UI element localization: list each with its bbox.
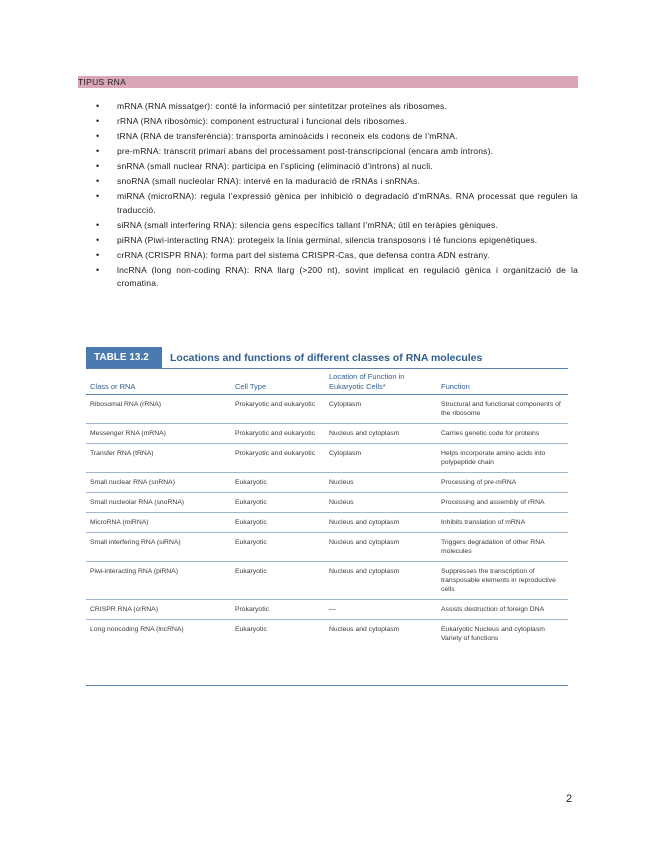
list-item: • piRNA (Piwi-interacting RNA): protegeix la línia germinal, silencia transposons i té funcions epigenètiques. [96,234,578,248]
table-row [86,533,568,562]
table-cell: Cytoplasm [325,395,437,424]
table-row [86,444,568,473]
table-row [86,600,568,620]
table-row [86,513,568,533]
table-cell: Nucleus [325,473,437,493]
list-item: • siRNA (small interfering RNA): silencia gens específics tallant l’mRNA; útil en teràpies gèniques. [96,219,578,233]
table-cell: Nucleus [325,493,437,513]
table-cell: Structural and functional components of the ribosome [437,395,568,424]
page-number: 2 [566,793,573,805]
table-cell: Prokaryotic [231,600,325,620]
list-item: • rRNA (RNA ribosòmic): component estructural i funcional dels ribosomes. [96,115,578,129]
table-cell: Long noncoding RNA (lncRNA) [90,626,184,633]
rna-classes-table [86,347,568,686]
table-cell: Piwi-interacting RNA (piRNA) [86,562,231,600]
table-cell: Nucleus and cytoplasm [325,533,437,562]
table-cell: Suppresses the transcription of transposable elements in reproductive cells [437,562,568,600]
table-cell: Prokaryotic and eukaryotic [231,424,325,444]
table-cell: Small interfering RNA (siRNA) [86,533,231,562]
table-cell: Transfer RNA (tRNA) [86,444,231,473]
table-cell: Small nuclear RNA (snRNA) [86,473,231,493]
table-header-row [86,369,568,395]
table-cell: Eukaryotic [235,626,267,633]
table-cell: Ribosomal RNA (rRNA) [86,395,231,424]
table-cell: Prokaryotic and eukaryotic [231,444,325,473]
table-cell: Small nucleolar RNA (snoRNA) [86,493,231,513]
table-cell: Inhibits translation of mRNA [437,513,568,533]
table-row [86,395,568,424]
list-item: • mRNA (RNA missatger): conté la informació per sintetitzar proteïnes als ribosomes. [96,100,578,114]
list-item: • snoRNA (small nucleolar RNA): intervé en la maduració de rRNAs i snRNAs. [96,175,578,189]
table-cell: Processing and assembly of rRNA [437,493,568,513]
table-cell: Eukaryotic [231,533,325,562]
table-cell: — [325,600,437,620]
table-row [86,424,568,444]
section-title [78,76,578,88]
table-cell: Nucleus and cytoplasm [325,562,437,600]
table-cell: Nucleus and cytoplasm [325,513,437,533]
table-row [86,473,568,493]
rna-types-list [96,100,578,292]
column-header: Location of Function in Eukaryotic Cells* [325,369,437,395]
table-cell: Prokaryotic and eukaryotic [231,395,325,424]
table-cell: Helps incorporate amino acids into polypeptide chain [437,444,568,473]
table-row [86,620,568,649]
table-cell: Nucleus and cytoplasm [329,626,400,633]
table-cell: Eukaryotic [231,562,325,600]
section-title-text: TIPUS RNA [78,77,127,87]
table-cell: Processing of pre-mRNA [437,473,568,493]
column-header: Function [437,369,568,395]
list-item: • tRNA (RNA de transferència): transporta aminoàcids i reconeix els codons de l’mRNA. [96,130,578,144]
table-caption: Locations and functions of different classes of RNA molecules [170,351,483,364]
column-header: Class or RNA [86,369,231,395]
table-label: TABLE 13.2 [86,347,162,368]
table-cell: MicroRNA (miRNA) [86,513,231,533]
table-title-bar [86,347,568,369]
table-cell: Cytoplasm [325,444,437,473]
column-header: Cell Type [231,369,325,395]
table-cell: Eukaryotic Nucleus and cytoplasm Variety of functions [441,626,545,642]
table-cell: Carries genetic code for proteins [437,424,568,444]
list-item: • pre-mRNA: transcrit primari abans del processament post-transcripcional (encara amb introns). [96,145,578,159]
table-cell: Triggers degradation of other RNA molecules [437,533,568,562]
table-cell: Eukaryotic [231,513,325,533]
table-cell: Nucleus and cytoplasm [325,424,437,444]
list-item: • lncRNA (long non-coding RNA): RNA llarg (>200 nt), sovint implicat en regulació gènica i organització de la cromatina. [96,264,578,291]
table-body [86,369,568,648]
table-cell: Messenger RNA (mRNA) [86,424,231,444]
table-cell: Eukaryotic [231,493,325,513]
table-cell: CRISPR RNA (crRNA) [86,600,231,620]
table-row [86,562,568,600]
table-cell: Eukaryotic [231,473,325,493]
table-cell: Assists destruction of foreign DNA [437,600,568,620]
list-item: • snRNA (small nuclear RNA): participa en l’splicing (eliminació d’introns) al nucli. [96,160,578,174]
list-item: • miRNA (microRNA): regula l’expressió gènica per inhibició o degradació d’mRNAs. RNA processat que regulen la traducció. [96,190,578,217]
list-item: • crRNA (CRISPR RNA): forma part del sistema CRISPR-Cas, que defensa contra ADN estrany. [96,249,578,263]
table-row [86,493,568,513]
